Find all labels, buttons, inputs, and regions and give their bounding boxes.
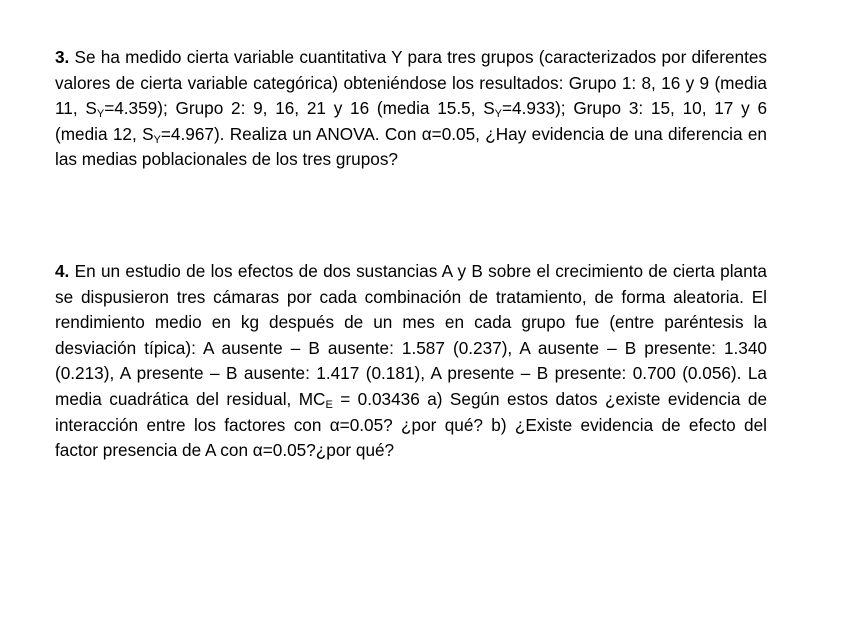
problem-4-text-part-2: = 0.03436 a) Según estos datos ¿existe evidencia de interacción entre los factores con α=0.05? ¿por qué? b) ¿Existe evidencia de efecto del factor presencia de A con α=0.05?¿por qué? bbox=[55, 388, 767, 461]
problem-4-paragraph bbox=[55, 259, 767, 464]
problem-3-text-part-2: =4.359); Grupo 2: 9, 16, 21 y 16 (media 15.5, S bbox=[104, 98, 495, 119]
problem-3-text-part-3: =4.933); Grupo 3: 15, 10, 17 y 6 (media 12, S bbox=[55, 98, 768, 144]
problem-3-paragraph bbox=[55, 45, 767, 173]
problem-3-subscript-3: Y bbox=[153, 133, 161, 146]
problem-3-number: 3. bbox=[55, 47, 70, 67]
problem-3-subscript-1: Y bbox=[96, 108, 105, 121]
problem-4-text-part-1: En un estudio de los efectos de dos sustancias A y B sobre el crecimiento de cierta planta se dispusieron tres cámaras por cada combinación de tratamiento, de forma aleatoria. El rendimiento medio en kg después de un mes en cada grupo fue (entre paréntesis la desviación típica): A ausente – B ausente: 1.587 (0.237), A ausente – B presente: 1.340 (0.213), A presente – B ausente: 1.417 (0.181), A presente – B presente: 0.700 (0.056). La media cuadrática del residual, MC bbox=[55, 261, 767, 409]
problem-3-text-part-1: Se ha medido cierta variable cuantitativa Y para tres grupos (caracterizados por diferentes valores de cierta variable categórica) obteniéndose los resultados: Grupo 1: 8, 16 y 9 (media 11, S bbox=[55, 47, 767, 119]
problem-3-text-part-4: =4.967). Realiza un ANOVA. Con α=0.05, ¿Hay evidencia de una diferencia en las medias poblacionales de los tres grupos? bbox=[55, 123, 767, 170]
problem-3-subscript-2: Y bbox=[494, 108, 503, 121]
problem-4-number: 4. bbox=[55, 261, 70, 281]
problem-4-subscript-1: E bbox=[325, 398, 333, 411]
